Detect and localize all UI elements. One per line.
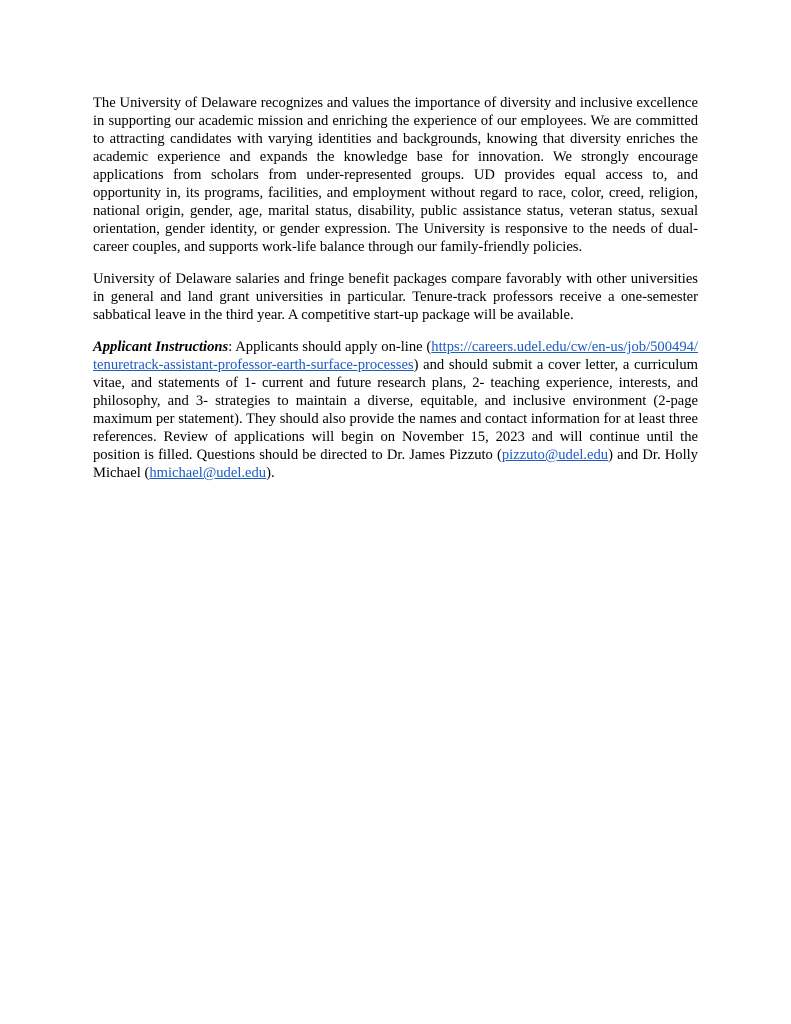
diversity-paragraph: The University of Delaware recognizes and values the importance of diversity and inclusive excellence in supporting our academic mission and enriching the experience of our employees. We are committed to attracting candidates with varying identities and backgrounds, knowing that diversity enriches the academic experience and expands the knowledge base for innovation. We strongly encourage applications from scholars from under-represented groups. UD provides equal access to, and opportunity in, its programs, facilities, and employment without regard to race, color, creed, religion, national origin, gender, age, marital status, disability, public assistance status, veteran status, sexual orientation, gender identity, or gender expression. The University is responsive to the needs of dual-career couples, and supports work-life balance through our family-friendly policies. (93, 95, 698, 255)
applicant-instructions-heading: Applicant Instructions (93, 339, 229, 355)
benefits-paragraph: University of Delaware salaries and fringe benefit packages compare favorably with other universities in general and land grant universities in particular. Tenure-track professors receive a one-semester sabbatical leave in the third year. A competitive start-up package will be available. (93, 271, 698, 323)
application-link[interactable]: https://careers.udel.edu/cw/en-us/job/500494/tenuretrack-assistant-professor-earth-surface-processes (93, 339, 698, 373)
instructions-text-2: ) and should submit a cover letter, a curriculum vitae, and statements of 1- current and future research plans, 2- teaching experience, interests, and philosophy, and 3- strategies to maintain a diverse, equitable, and inclusive environment (2-page maximum per statement). They should also provide the names and contact information for at least three references. Review of applications will begin on November 15, 2023 and will continue until the position is filled. Questions should be directed to Dr. James Pizzuto ( (93, 357, 698, 463)
instructions-text-1: : Applicants should apply on-line ( (228, 339, 432, 355)
instructions-text-4: ). (266, 465, 275, 481)
instructions-text-3: ) and Dr. Holly Michael ( (93, 447, 698, 481)
applicant-instructions-paragraph (93, 338, 698, 482)
michael-email-link[interactable]: hmichael@udel.edu (149, 465, 267, 481)
document-body (93, 94, 698, 496)
pizzuto-email-link[interactable]: pizzuto@udel.edu (501, 447, 609, 463)
